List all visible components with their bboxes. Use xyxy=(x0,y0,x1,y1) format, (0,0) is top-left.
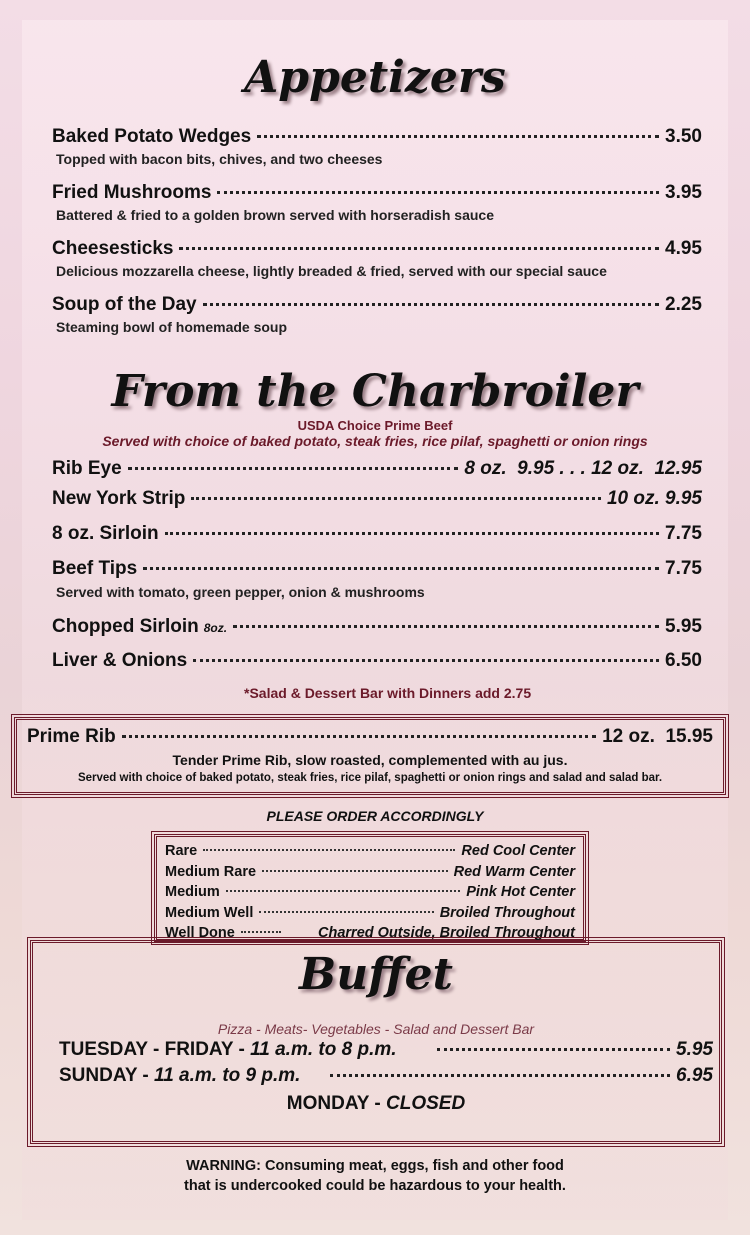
buffet-title: Buffet xyxy=(299,949,453,1000)
item-name: Baked Potato Wedges xyxy=(52,126,252,147)
doneness-level: Medium Rare xyxy=(165,863,257,880)
warning-line: WARNING: Consuming meat, eggs, fish and other food xyxy=(186,1158,564,1174)
doneness-desc: Red Warm Center xyxy=(453,863,575,880)
item-name: Chopped Sirloin xyxy=(52,616,199,637)
buffet-days: SUNDAY - xyxy=(59,1065,155,1086)
buffet-subtitle: Pizza - Meats- Vegetables - Salad and Dessert Bar xyxy=(217,1021,535,1037)
buffet-box xyxy=(30,940,722,1144)
menu-item xyxy=(52,238,702,260)
item-name: 8 oz. Sirloin xyxy=(52,523,159,544)
appetizers-title: Appetizers xyxy=(244,52,506,103)
menu-item xyxy=(52,523,702,545)
closed-day: MONDAY - xyxy=(286,1093,387,1114)
menu-item xyxy=(52,650,702,672)
item-name: Rib Eye xyxy=(52,458,122,479)
item-price: 7.75 xyxy=(665,523,702,544)
buffet-closed xyxy=(33,1093,719,1115)
item-size: 8oz. xyxy=(203,621,228,635)
menu-item xyxy=(52,182,702,204)
charbroiler-subtitle: USDA Choice Prime Beef xyxy=(297,418,453,433)
item-price: 3.95 xyxy=(665,182,702,203)
closed-label: CLOSED xyxy=(386,1093,466,1114)
menu-page xyxy=(22,20,728,1220)
doneness-level: Medium Well xyxy=(165,904,254,921)
buffet-hours: 11 a.m. to 9 p.m. xyxy=(154,1065,301,1086)
item-name: Prime Rib xyxy=(27,726,116,747)
doneness-box xyxy=(154,834,586,942)
item-price: 6.50 xyxy=(665,650,702,671)
warning-line: that is undercooked could be hazardous to your health. xyxy=(184,1178,566,1194)
item-name: Liver & Onions xyxy=(52,650,188,671)
item-name: Beef Tips xyxy=(52,558,138,579)
item-price: 12 oz. 15.95 xyxy=(602,726,713,747)
buffet-price: 6.95 xyxy=(676,1065,713,1086)
item-desc: Battered & fried to a golden brown served with horseradish sauce xyxy=(56,207,494,223)
charbroiler-sides: Served with choice of baked potato, steak fries, rice pilaf, spaghetti or onion rings xyxy=(102,433,648,449)
item-price: 3.50 xyxy=(665,126,702,147)
doneness-desc: Red Cool Center xyxy=(461,843,575,859)
doneness-heading: PLEASE ORDER ACCORDINGLY xyxy=(266,808,484,824)
buffet-row xyxy=(59,1065,713,1087)
doneness-desc: Charred Outside, Broiled Throughout xyxy=(318,925,575,941)
menu-item xyxy=(27,726,713,748)
buffet-hours: 11 a.m. to 8 p.m. xyxy=(250,1039,397,1060)
menu-item xyxy=(52,294,702,316)
item-name: Fried Mushrooms xyxy=(52,182,212,203)
menu-item xyxy=(52,488,702,510)
prime-rib-sides: Served with choice of baked potato, steak fries, rice pilaf, spaghetti or onion rings and salad and salad bar. xyxy=(77,772,663,784)
charbroiler-title: From the Charbroiler xyxy=(111,366,639,417)
prime-rib-box xyxy=(14,717,726,795)
buffet-price: 5.95 xyxy=(676,1039,713,1060)
doneness-level: Medium xyxy=(165,884,220,900)
doneness-row xyxy=(165,903,575,924)
item-desc: Steaming bowl of homemade soup xyxy=(56,319,288,335)
menu-item xyxy=(52,558,702,580)
menu-item xyxy=(52,616,702,638)
item-name: New York Strip xyxy=(52,488,186,509)
item-price: 7.75 xyxy=(665,558,702,579)
salad-bar-note: *Salad & Dessert Bar with Dinners add 2.75 xyxy=(244,685,532,701)
doneness-row xyxy=(165,841,575,862)
menu-item xyxy=(52,126,702,148)
item-price: 10 oz. 9.95 xyxy=(606,488,702,509)
item-desc: Delicious mozzarella cheese, lightly breaded & fried, served with our special sauce xyxy=(56,263,607,279)
doneness-level: Rare xyxy=(165,843,198,859)
buffet-days: TUESDAY - FRIDAY - xyxy=(59,1039,251,1060)
item-name: Cheesesticks xyxy=(52,238,174,259)
item-price: 2.25 xyxy=(665,294,702,315)
item-price: 8 oz. 9.95 . . . 12 oz. 12.95 xyxy=(464,458,702,479)
item-price: 4.95 xyxy=(665,238,702,259)
doneness-level: Well Done xyxy=(165,925,235,941)
item-price: 5.95 xyxy=(665,616,702,637)
menu-item xyxy=(52,458,702,480)
buffet-row xyxy=(59,1039,713,1061)
doneness-desc: Broiled Throughout xyxy=(439,904,575,921)
item-desc: Served with tomato, green pepper, onion & mushrooms xyxy=(56,584,425,600)
item-desc: Topped with bacon bits, chives, and two cheeses xyxy=(56,151,383,167)
doneness-desc: Pink Hot Center xyxy=(466,884,575,900)
health-warning xyxy=(22,1156,728,1196)
doneness-row xyxy=(165,882,575,903)
item-name: Soup of the Day xyxy=(52,294,197,315)
doneness-row xyxy=(165,862,575,883)
prime-rib-desc: Tender Prime Rib, slow roasted, complemented with au jus. xyxy=(172,752,568,768)
